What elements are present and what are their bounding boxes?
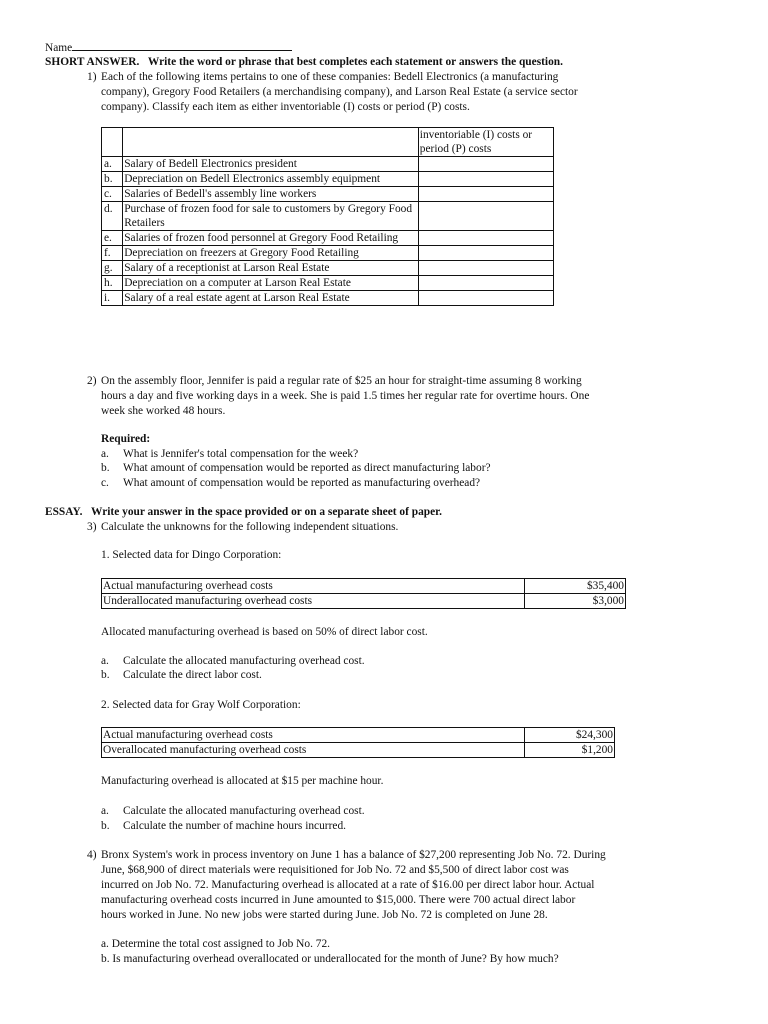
row-value: $35,400 [525, 579, 626, 594]
row-label: Actual manufacturing overhead costs [102, 579, 525, 594]
row-description: Purchase of frozen food for sale to customers by Gregory Food Retailers [123, 202, 419, 231]
list-item [101, 668, 262, 683]
column-header-inventoriable-period: inventoriable (I) costs or period (P) costs [418, 128, 553, 157]
answer-cell[interactable] [418, 202, 553, 231]
q1-text-line: company), Gregory Food Retailers (a merchandising company), and Larson Real Estate (a service sector [101, 86, 578, 98]
q3-number: 3) [87, 521, 97, 533]
name-field-row [45, 40, 292, 56]
row-description: Salaries of frozen food personnel at Gregory Food Retailing [123, 231, 419, 246]
short-answer-instruction: Write the word or phrase that best completes each statement or answers the question. [147, 56, 563, 68]
name-blank-line[interactable] [72, 40, 292, 51]
row-value: $1,200 [525, 743, 615, 758]
row-letter: h. [102, 276, 123, 291]
table-row [102, 187, 554, 202]
table-row [102, 261, 554, 276]
list-item [101, 654, 365, 669]
answer-cell[interactable] [418, 261, 553, 276]
row-description: Salaries of Bedell's assembly line workers [123, 187, 419, 202]
row-label: Overallocated manufacturing overhead costs [102, 743, 525, 758]
answer-cell[interactable] [418, 231, 553, 246]
list-item-text: Calculate the number of machine hours incurred. [123, 820, 346, 832]
q4-text-line: June, $68,900 of direct materials were requisitioned for Job No. 72 and $5,500 of direct labor cost was [101, 864, 569, 876]
row-label: Actual manufacturing overhead costs [102, 728, 525, 743]
list-item [101, 447, 358, 462]
short-answer-heading: SHORT ANSWER. [45, 56, 140, 68]
row-description: Salary of a real estate agent at Larson Real Estate [123, 291, 419, 306]
essay-heading-row [45, 505, 442, 520]
q4-item-a: a. Determine the total cost assigned to Job No. 72. [101, 938, 331, 950]
dingo-data-table [101, 578, 626, 609]
row-letter: b. [102, 172, 123, 187]
table-row [102, 291, 554, 306]
answer-cell[interactable] [418, 157, 553, 172]
list-item-text: Calculate the direct labor cost. [123, 669, 262, 681]
gray-wolf-data-table [101, 727, 615, 758]
q3-part1-note: Allocated manufacturing overhead is based on 50% of direct labor cost. [101, 626, 428, 638]
row-description: Depreciation on a computer at Larson Real Estate [123, 276, 419, 291]
table-row [102, 276, 554, 291]
table-row [102, 231, 554, 246]
list-item-letter: b. [101, 462, 110, 474]
q2-text-line: On the assembly floor, Jennifer is paid a regular rate of $25 an hour for straight-time assuming 8 working [101, 375, 582, 387]
list-item-text: Calculate the allocated manufacturing overhead cost. [123, 655, 365, 667]
q3-part2-note: Manufacturing overhead is allocated at $15 per machine hour. [101, 775, 384, 787]
row-letter: c. [102, 187, 123, 202]
list-item [101, 804, 365, 819]
q3-part1-title: 1. Selected data for Dingo Corporation: [101, 549, 282, 561]
name-label: Name [45, 42, 73, 54]
row-value: $24,300 [525, 728, 615, 743]
list-item-text: Calculate the allocated manufacturing overhead cost. [123, 805, 365, 817]
list-item-letter: a. [101, 448, 109, 460]
short-answer-heading-row [45, 55, 735, 70]
row-value: $3,000 [525, 594, 626, 609]
list-item [101, 461, 491, 476]
q4-number: 4) [87, 849, 97, 861]
row-letter: d. [102, 202, 123, 231]
list-item-text: What amount of compensation would be reported as direct manufacturing labor? [123, 462, 491, 474]
list-item-letter: b. [101, 820, 110, 832]
table-header-row [102, 128, 554, 157]
row-label: Underallocated manufacturing overhead costs [102, 594, 525, 609]
list-item-text: What is Jennifer's total compensation for the week? [123, 448, 359, 460]
row-description: Salary of Bedell Electronics president [123, 157, 419, 172]
list-item-letter: a. [101, 805, 109, 817]
q2-text-line: hours a day and five working days in a week. She is paid 1.5 times her regular rate for overtime hours. One [101, 390, 590, 402]
list-item [101, 819, 346, 834]
table-row [102, 172, 554, 187]
row-letter: g. [102, 261, 123, 276]
answer-cell[interactable] [418, 276, 553, 291]
list-item-text: What amount of compensation would be reported as manufacturing overhead? [123, 477, 481, 489]
q2-number: 2) [87, 375, 97, 387]
essay-heading: ESSAY. [45, 506, 83, 518]
row-letter: f. [102, 246, 123, 261]
q4-text-line: Bronx System's work in process inventory on June 1 has a balance of $27,200 representing Job No. 72. During [101, 849, 606, 861]
q4-text-line: hours worked in June. No new jobs were started during June. Job No. 72 is completed on June 28. [101, 909, 548, 921]
table-row [102, 579, 626, 594]
list-item-letter: b. [101, 669, 110, 681]
table-row [102, 594, 626, 609]
table-row [102, 157, 554, 172]
row-description: Salary of a receptionist at Larson Real Estate [123, 261, 419, 276]
q1-number: 1) [87, 71, 97, 83]
q2-required-label: Required: [101, 433, 151, 445]
q1-text-line: Each of the following items pertains to one of these companies: Bedell Electronics (a manufacturing [101, 71, 559, 83]
q4-item-b: b. Is manufacturing overhead overallocated or underallocated for the month of June? By how much? [101, 953, 559, 965]
table-row [102, 728, 615, 743]
essay-instruction: Write your answer in the space provided or on a separate sheet of paper. [91, 506, 443, 518]
q2-text-line: week she worked 48 hours. [101, 405, 226, 417]
q4-text-line: manufacturing overhead costs incurred in June amounted to $15,000. There were 700 actual direct labor [101, 894, 576, 906]
list-item-letter: a. [101, 655, 109, 667]
q4-text [101, 848, 711, 923]
answer-cell[interactable] [418, 172, 553, 187]
row-description: Depreciation on freezers at Gregory Food Retailing [123, 246, 419, 261]
row-letter: e. [102, 231, 123, 246]
q1-text [101, 70, 711, 115]
q3-part2-title: 2. Selected data for Gray Wolf Corporation: [101, 699, 301, 711]
list-item-letter: c. [101, 477, 109, 489]
classification-table [101, 127, 554, 306]
row-letter: a. [102, 157, 123, 172]
q3-intro: Calculate the unknowns for the following independent situations. [101, 521, 399, 533]
q1-text-line: company). Classify each item as either inventoriable (I) costs or period (P) costs. [101, 101, 470, 113]
list-item [101, 476, 480, 491]
q4-text-line: incurred on Job No. 72. Manufacturing overhead is allocated at a rate of $16.00 per direct labor hour. Actual [101, 879, 595, 891]
table-row [102, 246, 554, 261]
answer-cell[interactable] [418, 291, 553, 306]
row-description: Depreciation on Bedell Electronics assembly equipment [123, 172, 419, 187]
answer-cell[interactable] [418, 246, 553, 261]
answer-cell[interactable] [418, 187, 553, 202]
q2-text [101, 374, 711, 419]
table-row [102, 202, 554, 231]
table-row [102, 743, 615, 758]
row-letter: i. [102, 291, 123, 306]
